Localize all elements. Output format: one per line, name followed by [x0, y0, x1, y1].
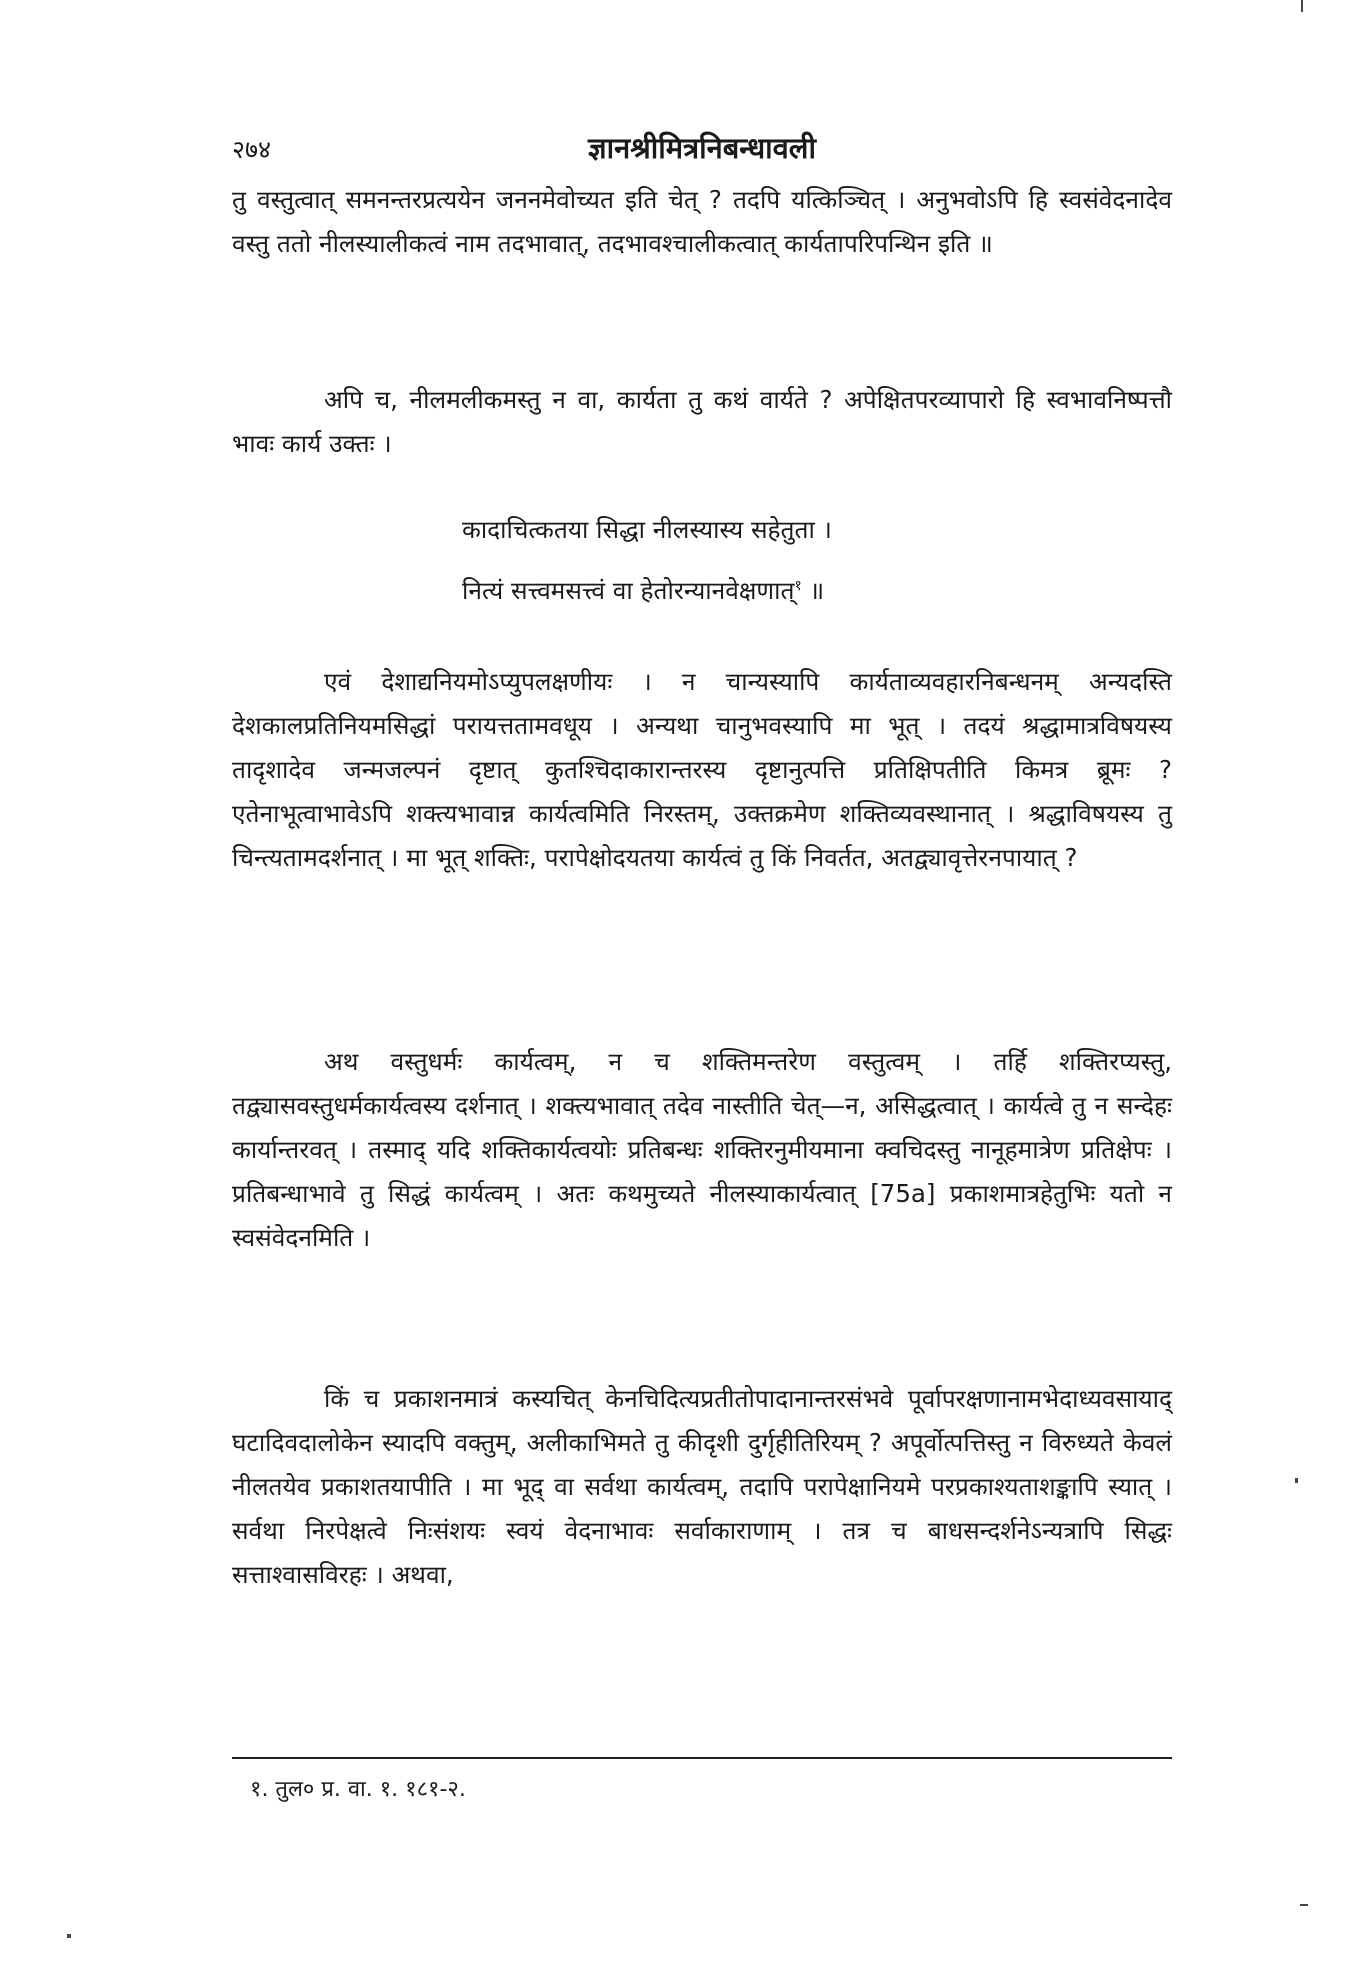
paragraph-text: अपि च, नीलमलीकमस्तु न वा, कार्यता तु कथं वार्यते ? अपेक्षितपरव्यापारो हि स्वभावनिष्पत्तौ भावः कार्य उक्तः । [232, 385, 1172, 458]
paragraph-text: किं च प्रकाशनमात्रं कस्यचित् केनचिदित्यप्रतीतोपादानान्तरसंभवे पूर्वापरक्षणानामभेदाध्यवसायाद् घटादिवदालोकेन स्यादपि वक्तुम्, अलीकाभिमते तु कीदृशी दुर्गृहीतिरियम् ? अपूर्वोत्पत्तिस्तु न विरुध्यते केवलं नीलतयेव प्रकाशतयापीति । मा भूद् वा सर्वथा कार्यत्वम्, तदापि परापेक्षानियमे परप्रकाश्यताशङ्कापि स्यात् । सर्वथा निरपेक्षत्वे निःसंशयः स्वयं वेदनाभावः सर्वाकाराणाम् । तत्र च बाधसन्दर्शनेऽन्यत्रापि सिद्धः सत्ताश्वासविरहः । अथवा, [232, 1384, 1172, 1589]
scan-speck [1301, 0, 1303, 12]
paragraph-3 [232, 660, 1172, 880]
paragraph-text: अथ वस्तुधर्मः कार्यत्वम्, न च शक्तिमन्तरेण वस्तुत्वम् । तर्हि शक्तिरप्यस्तु, तद्व्यासवस्तुधर्मकार्यत्वस्य दर्शनात् । शक्त्यभावात् तदेव नास्तीति चेत्—न, असिद्धत्वात् । कार्यत्वे तु न सन्देहः कार्यान्तरवत् । तस्माद् यदि शक्तिकार्यत्वयोः प्रतिबन्धः शक्तिरनुमीयमाना क्वचिदस्तु नानूहमात्रेण प्रतिक्षेपः । प्रतिबन्धाभावे तु सिद्धं कार्यत्वम् । अतः कथमुच्यते नीलस्याकार्यत्वात् [75a] प्रकाशमात्रहेतुभिः यतो न स्वसंवेदनमिति । [232, 1047, 1172, 1252]
scan-speck [67, 1934, 71, 1938]
footnote-marker: १ [794, 578, 802, 594]
paragraph-4 [232, 1040, 1172, 1260]
page-header [232, 132, 1172, 172]
verse-line-2-text: नित्यं सत्त्वमसत्त्वं वा हेतोरन्यानवेक्षणात् [462, 576, 795, 606]
running-title: ज्ञानश्रीमित्रनिबन्धावली [588, 131, 816, 165]
verse-line-2-end: ॥ [801, 576, 825, 606]
paragraph-5 [232, 1377, 1172, 1597]
footnote: १. तुल० प्र. वा. १. १८१-२. [250, 1777, 466, 1802]
paragraph-text: एवं देशाद्यनियमोऽप्युपलक्षणीयः । न चान्यस्यापि कार्यताव्यवहारनिबन्धनम् अन्यदस्ति देशकालप्रतिनियमसिद्धां परायत्ततामवधूय । अन्यथा चानुभवस्यापि मा भूत् । तदयं श्रद्धामात्रविषयस्य तादृशादेव जन्मजल्पनं दृष्टात् कुतश्चिदाकारान्तरस्य दृष्टानुत्पत्ति प्रतिक्षिपतीति किमत्र ब्रूमः ? एतेनाभूत्वाभावेऽपि शक्त्यभावान्न कार्यत्वमिति निरस्तम्, उक्तक्रमेण शक्तिव्यवस्थानात् । श्रद्धाविषयस्य तु चिन्त्यतामदर्शनात् । मा भूत् शक्तिः, परापेक्षोदयतया कार्यत्वं तु किं निवर्तत, अतद्व्यावृत्तेरनपायात् ? [232, 667, 1172, 872]
scan-speck [1295, 1478, 1298, 1483]
footnote-divider [232, 1757, 1172, 1759]
paragraph-2 [232, 378, 1172, 466]
verse-block [232, 502, 1172, 619]
paragraph-1 [232, 178, 1172, 266]
paragraph-text: तु वस्तुत्वात् समनन्तरप्रत्ययेन जननमेवोच्यत इति चेत् ? तदपि यत्किञ्चित् । अनुभवोऽपि हि स्वसंवेदनादेव वस्तु ततो नीलस्यालीकत्वं नाम तदभावात्, तदभावश्चालीकत्वात् कार्यतापरिपन्थिन इति ॥ [232, 185, 1172, 258]
verse-line-2 [232, 558, 1172, 619]
scan-speck [1300, 1904, 1308, 1906]
page-number: २७४ [232, 135, 272, 164]
verse-line-1: कादाचित्कतया सिद्धा नीलस्यास्य सहेतुता । [462, 515, 832, 544]
